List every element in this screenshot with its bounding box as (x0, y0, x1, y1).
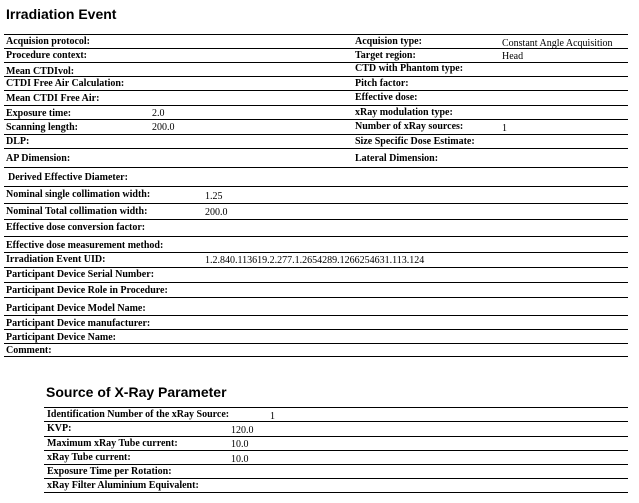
ap-dimension-label: AP Dimension: (6, 153, 71, 164)
source-xray-title: Source of X-Ray Parameter (46, 384, 227, 400)
divider (4, 267, 628, 268)
divider (4, 315, 628, 316)
mean-ctdivol-label: Mean CTDIvol: (6, 66, 75, 77)
derived-effective-diameter-label: Derived Effective Diameter: (8, 172, 128, 183)
divider (44, 478, 628, 479)
divider (44, 436, 628, 437)
comment-label: Comment: (6, 345, 52, 356)
ctdi-free-air-calc-label: CTDI Free Air Calculation: (6, 78, 125, 89)
divider (4, 186, 628, 187)
divider (4, 34, 628, 35)
target-region-label: Target region: (355, 50, 416, 61)
max-tube-current-value: 10.0 (231, 439, 249, 450)
mean-ctdi-free-air-label: Mean CTDI Free Air: (6, 93, 100, 104)
device-model-label: Participant Device Model Name: (6, 303, 146, 314)
divider (4, 119, 628, 120)
kvp-value: 120.0 (231, 425, 254, 436)
pitch-factor-label: Pitch factor: (355, 78, 409, 89)
divider (4, 148, 628, 149)
procedure-context-label: Procedure context: (6, 50, 87, 61)
scanning-length-value: 200.0 (152, 122, 175, 133)
source-id-value: 1 (270, 411, 275, 422)
divider (4, 203, 628, 204)
nominal-single-collimation-label: Nominal single collimation width: (6, 189, 151, 200)
divider (4, 356, 628, 357)
size-specific-dose-label: Size Specific Dose Estimate: (355, 136, 475, 147)
effective-dose-conversion-label: Effective dose conversion factor: (6, 222, 146, 233)
device-manufacturer-label: Participant Device manufacturer: (6, 318, 151, 329)
divider (4, 90, 628, 91)
divider (4, 62, 628, 63)
acquisition-type-label: Acquision type: (355, 36, 422, 47)
divider (4, 297, 628, 298)
irradiation-uid-label: Irradiation Event UID: (6, 254, 106, 265)
device-role-label: Participant Device Role in Procedure: (6, 285, 168, 296)
irradiation-uid-value: 1.2.840.113619.2.277.1.2654289.1266254631.113.124 (205, 255, 425, 266)
effective-dose-method-label: Effective dose measurement method: (6, 240, 164, 251)
divider (4, 105, 628, 106)
divider (44, 464, 628, 465)
num-xray-sources-value: 1 (502, 123, 507, 134)
divider (4, 219, 628, 220)
acquisition-protocol-label: Acquision protocol: (6, 36, 90, 47)
dlp-label: DLP: (6, 136, 30, 147)
max-tube-current-label: Maximum xRay Tube current: (47, 438, 178, 449)
divider (44, 421, 628, 422)
divider (4, 167, 628, 168)
nominal-single-collimation-value: 1.25 (205, 191, 223, 202)
exposure-per-rotation-label: Exposure Time per Rotation: (47, 466, 172, 477)
tube-current-value: 10.0 (231, 454, 249, 465)
effective-dose-label: Effective dose: (355, 92, 418, 103)
divider (44, 492, 628, 493)
divider (4, 134, 628, 135)
divider (44, 407, 628, 408)
divider (44, 450, 628, 451)
exposure-time-value: 2.0 (152, 108, 165, 119)
lateral-dimension-label: Lateral Dimension: (355, 153, 439, 164)
device-serial-label: Participant Device Serial Number: (6, 269, 155, 280)
irradiation-event-title: Irradiation Event (6, 6, 117, 22)
device-name-label: Participant Device Name: (6, 332, 116, 343)
tube-current-label: xRay Tube current: (47, 452, 131, 463)
xray-modulation-type-label: xRay modulation type: (355, 107, 453, 118)
divider (4, 76, 628, 77)
kvp-label: KVP: (47, 423, 72, 434)
acquisition-type-value: Constant Angle Acquisition (502, 38, 613, 49)
filter-al-equiv-label: xRay Filter Aluminium Equivalent: (47, 480, 199, 491)
num-xray-sources-label: Number of xRay sources: (355, 121, 464, 132)
ctd-phantom-type-label: CTD with Phantom type: (355, 63, 464, 74)
scanning-length-label: Scanning length: (6, 122, 78, 133)
divider (4, 236, 628, 237)
divider (4, 252, 628, 253)
nominal-total-collimation-label: Nominal Total collimation width: (6, 206, 148, 217)
target-region-value: Head (502, 51, 524, 62)
nominal-total-collimation-value: 200.0 (205, 207, 228, 218)
exposure-time-label: Exposure time: (6, 108, 72, 119)
source-id-label: Identification Number of the xRay Source: (47, 409, 230, 420)
divider (4, 282, 628, 283)
